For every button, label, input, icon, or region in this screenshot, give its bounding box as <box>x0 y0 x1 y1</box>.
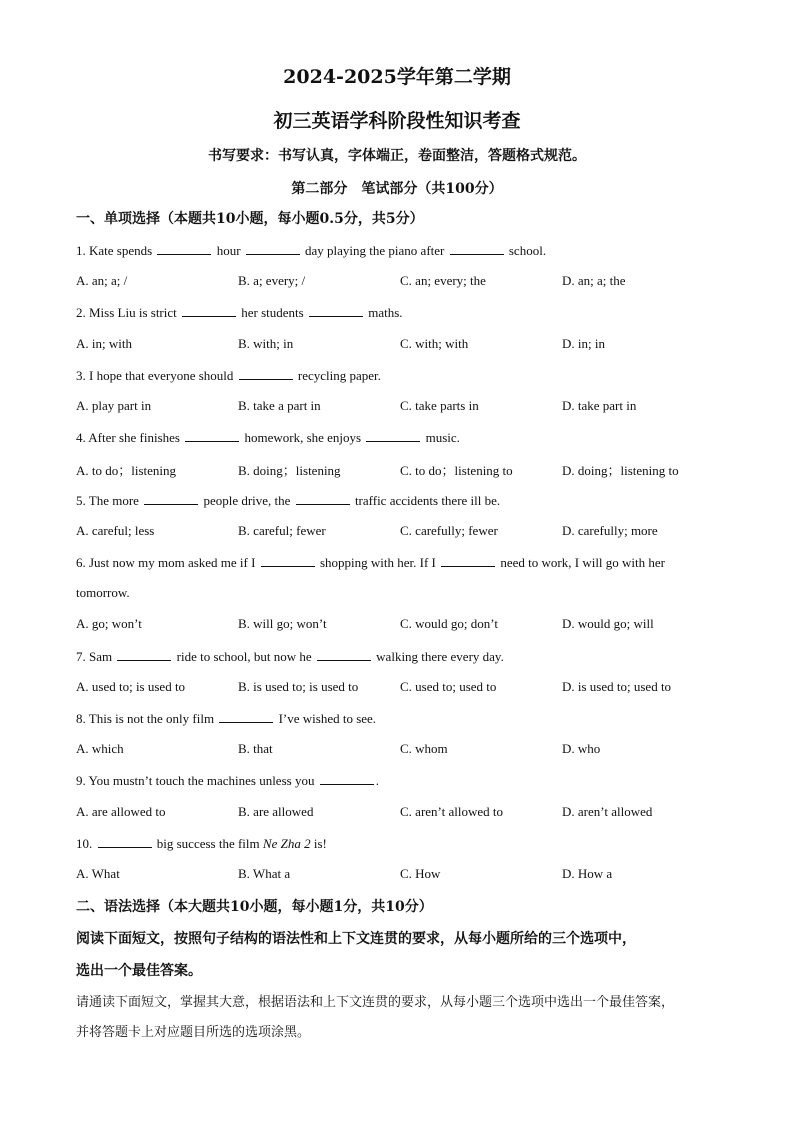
option-d: D. How a <box>562 866 613 881</box>
option-b: B. will go; won’t <box>238 616 327 631</box>
option-c: C. aren’t allowed to <box>400 804 504 819</box>
option-d: D. would go; will <box>562 616 654 631</box>
option-a: A. are allowed to <box>76 804 166 819</box>
section2-instruction-cont: 选出一个最佳答案。 <box>76 963 202 979</box>
answer-blank <box>98 835 152 848</box>
option-c: C. whom <box>400 741 448 756</box>
answer-blank <box>157 242 211 255</box>
option-d: D. who <box>562 741 601 756</box>
section2-heading: 二、语法选择（本大题共10小题，每小题1分，共10分） <box>76 899 433 915</box>
section2-directions: 请通读下面短文，掌握其大意，根据语法和上下文连贯的要求，从每小题三个选项中选出一个最佳答案， <box>76 995 675 1010</box>
option-b: B. that <box>238 741 273 756</box>
answer-blank <box>450 242 504 255</box>
option-c: C. to do；listening to <box>400 463 513 478</box>
answer-blank <box>317 648 371 661</box>
option-d: D. an; a; the <box>562 273 626 288</box>
option-c: C. take parts in <box>400 398 479 413</box>
option-b: B. What a <box>238 866 291 881</box>
answer-blank <box>261 554 315 567</box>
option-a: A. careful; less <box>76 523 155 538</box>
option-a: A. in; with <box>76 336 132 351</box>
answer-blank <box>219 710 273 723</box>
option-a: A. play part in <box>76 398 152 413</box>
option-d: D. is used to; used to <box>562 679 672 694</box>
answer-blank <box>182 304 236 317</box>
writing-requirement: 书写要求：书写认真，字体端正，卷面整洁，答题格式规范。 <box>208 148 586 164</box>
option-a: A. to do；listening <box>76 463 177 478</box>
option-b: B. careful; fewer <box>238 523 326 538</box>
question-6: 6. Just now my mom asked me if I shopping with her. If I need to work, I will go with her <box>76 555 666 570</box>
film-title: Ne Zha 2 <box>262 836 311 851</box>
question-9: 9. You mustn’t touch the machines unless you . <box>76 773 379 788</box>
option-b: B. doing；listening <box>238 463 341 478</box>
option-c: C. carefully; fewer <box>400 523 498 538</box>
option-b: B. with; in <box>238 336 294 351</box>
answer-blank <box>185 429 239 442</box>
question-2: 2. Miss Liu is strict her students maths. <box>76 305 403 320</box>
option-c: C. with; with <box>400 336 469 351</box>
answer-blank <box>309 304 363 317</box>
option-c: C. How <box>400 866 441 881</box>
section2-directions-cont: 并将答题卡上对应题目所选的选项涂黑。 <box>76 1025 311 1040</box>
question-6-continuation: tomorrow. <box>76 585 130 600</box>
question-7: 7. Sam ride to school, but now he walking there every day. <box>76 649 504 664</box>
question-10: 10. big success the film Ne Zha 2 is! <box>76 836 327 851</box>
option-d: D. in; in <box>562 336 605 351</box>
answer-blank <box>246 242 300 255</box>
option-a: A. used to; is used to <box>76 679 186 694</box>
part-heading: 第二部分 笔试部分（共100分） <box>291 181 503 197</box>
option-a: A. which <box>76 741 124 756</box>
option-b: B. a; every; / <box>238 273 306 288</box>
answer-blank <box>441 554 495 567</box>
option-b: B. are allowed <box>238 804 314 819</box>
section1-heading: 一、单项选择（本题共10小题，每小题0.5分，共5分） <box>76 211 424 227</box>
answer-blank <box>320 772 374 785</box>
title-exam: 初三英语学科阶段性知识考查 <box>273 110 521 132</box>
option-a: A. an; a; / <box>76 273 128 288</box>
answer-blank <box>144 492 198 505</box>
question-5: 5. The more people drive, the traffic accidents there ill be. <box>76 493 501 508</box>
option-d: D. carefully; more <box>562 523 658 538</box>
answer-blank <box>117 648 171 661</box>
answer-blank <box>366 429 420 442</box>
option-a: A. go; won’t <box>76 616 142 631</box>
question-1: 1. Kate spends hour day playing the piano after school. <box>76 243 547 258</box>
option-d: D. take part in <box>562 398 637 413</box>
option-c: C. an; every; the <box>400 273 486 288</box>
option-c: C. would go; don’t <box>400 616 498 631</box>
option-b: B. is used to; is used to <box>238 679 359 694</box>
section2-instruction: 阅读下面短文，按照句子结构的语法性和上下文连贯的要求，从每小题所给的三个选项中， <box>76 931 636 947</box>
question-8: 8. This is not the only film I’ve wished to see. <box>76 711 377 726</box>
answer-blank <box>296 492 350 505</box>
option-c: C. used to; used to <box>400 679 497 694</box>
option-a: A. What <box>76 866 120 881</box>
title-year: 2024-2025学年第二学期 <box>283 66 511 88</box>
option-d: D. doing；listening to <box>562 463 679 478</box>
option-d: D. aren’t allowed <box>562 804 653 819</box>
option-b: B. take a part in <box>238 398 321 413</box>
question-3: 3. I hope that everyone should recycling paper. <box>76 368 381 383</box>
question-4: 4. After she finishes homework, she enjoys music. <box>76 430 460 445</box>
answer-blank <box>239 367 293 380</box>
